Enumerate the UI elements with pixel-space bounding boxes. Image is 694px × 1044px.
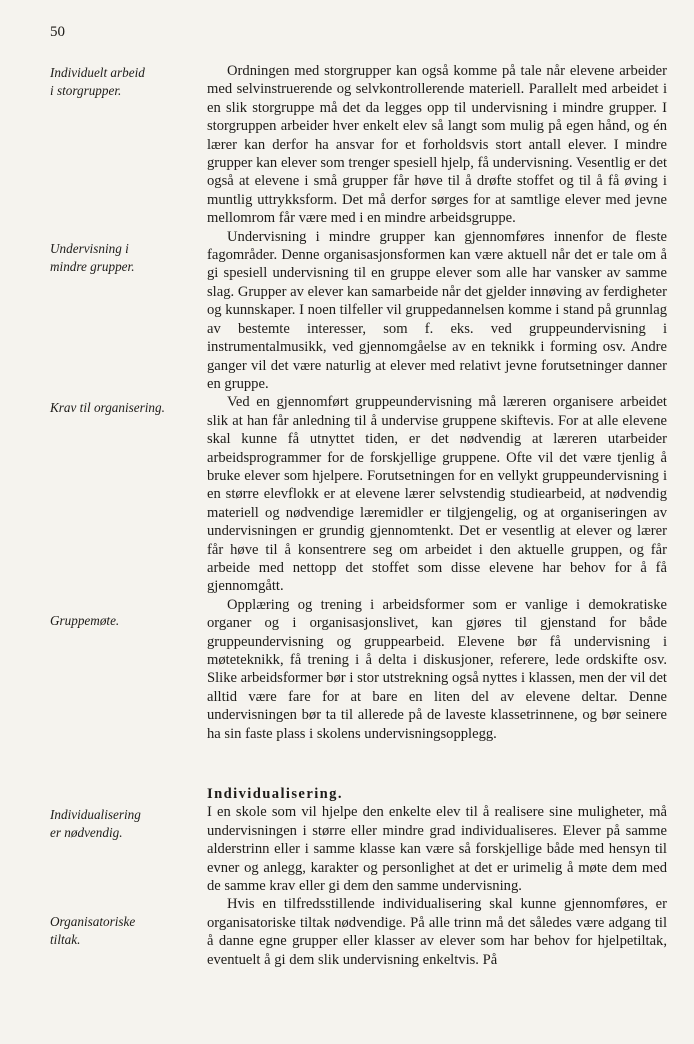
page-number: 50 (50, 24, 65, 40)
paragraph-krav-til-organisering: Ved en gjennomført gruppeundervisning må læreren organisere arbeidet slik at han får anledning til å undervise gruppene skiftevis. For at alle elevene skal kunne få utnyttet tiden, er det nødvendig at læreren utarbeider arbeidsprogrammer for de forskjellige gruppene. Ofte vil det være tjenlig å bruke elever som hjelpere. Forutsetningen for en vellykt gruppeundervisning i en større elevflokk er at elevene lærer selvstendig studiearbeid, at nødvendig materiell og nødvendige læremidler er tilgjengelig, og at organiseringen av undervisningen er grundig gjennomtenkt. Det er vesentlig at elever og lærer får høve til å konsentrere seg om arbeidet i den aktuelle gruppen, og får arbeide med nettopp det stoffet som disse elevene har behov for å få gjennomgått. (207, 394, 667, 595)
section-heading-individualisering: Individualisering. (207, 786, 343, 802)
paragraph-storgrupper: Ordningen med storgrupper kan også komme på tale når elevene arbeider med selvinstruerende og selvkontrollerende materiell. Parallelt med arbeidet i en slik storgruppe må det da legges opp til undervisning i mindre grupper. I storgruppen arbeider hver enkelt elev så langt som mulig på egen hånd, og én lærer kan derfor ha ansvar for et forholdsvis stort antall elever. I mindre grupper kan elever som trenger spesiell hjelp, få undervisning. Vesentlig er det også at elevene i små grupper får høve til å drøfte stoffet og til å få øving i muntlig uttrykksform. Det må derfor sørges for at samtlige elever med jevne mellomrom får være med i en mindre arbeidsgruppe. (207, 63, 667, 227)
paragraph-individualisering: I en skole som vil hjelpe den enkelte elev til å realisere sine muligheter, må undervisningen i større eller mindre grad individualiseres. Elever på samme alderstrinn eller i samme klasse kan være så forskjellige både med hensyn til evner og anlegg, karakter og personlighet at det er urimelig å møte dem med de samme krav eller gi dem den samme undervisning. (207, 804, 667, 895)
paragraph-gruppemote: Opplæring og trening i arbeidsformer som er vanlige i demokratiske organer og i organisasjonslivet, kan gjøres til gjenstand for både gruppeundervisning og gruppearbeid. Elevene bør få undervisning i møteteknikk, få trening i å delta i diskusjoner, referere, lede ordskifte osv. Slike arbeidsformer bør i stor utstrekning også nyttes i klassen, men der vil det alltid være fare for at bare en liten del av elevene deltar. Denne undervisningen bør ta til allerede på de laveste klassetrinnene, og bør seinere ha sin faste plass i skolens undervisningsopplegg. (207, 596, 667, 742)
margin-note-organisatoriske-tiltak: Organisatoriske tiltak. (50, 914, 136, 947)
paragraph-organisatoriske-tiltak: Hvis en tilfredsstillende individualisering skal kunne gjennomføres, er organisatoriske tiltak nødvendige. På alle trinn må det således være adgang til å danne egne grupper eller klasser av elever som har behov for hjelpetiltak, eventuelt å gi dem slik undervisning enkeltvis. På (207, 896, 667, 968)
margin-note-gruppemote: Gruppemøte. (50, 613, 120, 628)
body-column-bottom (207, 785, 667, 969)
margin-note-undervisning-mindre-grupper: Undervisning i mindre grupper. (50, 241, 135, 274)
margin-note-individualisering-nodvendig: Individualisering er nødvendig. (50, 807, 141, 840)
body-column-top (207, 62, 667, 743)
margin-note-krav-til-organisering: Krav til organisering. (50, 400, 165, 415)
paragraph-mindre-grupper: Undervisning i mindre grupper kan gjennomføres innenfor de fleste fagområder. Denne organisasjonsformen kan være aktuell når det er tale om å gi spesiell undervisning til en gruppe elever som alle har vansker av samme slag. Grupper av elever kan samarbeide når det gjelder innøving av ferdigheter og kunnskaper. I noen tilfeller vil gruppedannelsen komme i stand på grunnlag av bestemte interesser, som f. eks. ved gruppeundervisning i instrumentalmusikk, ved gjennomgåelse av en teknikk i forming osv. Andre ganger vil det være naturlig at elever med relativt jevne forutsetninger danner en gruppe. (207, 228, 667, 392)
margin-note-individuelt-arbeid: Individuelt arbeid i storgrupper. (50, 65, 145, 98)
